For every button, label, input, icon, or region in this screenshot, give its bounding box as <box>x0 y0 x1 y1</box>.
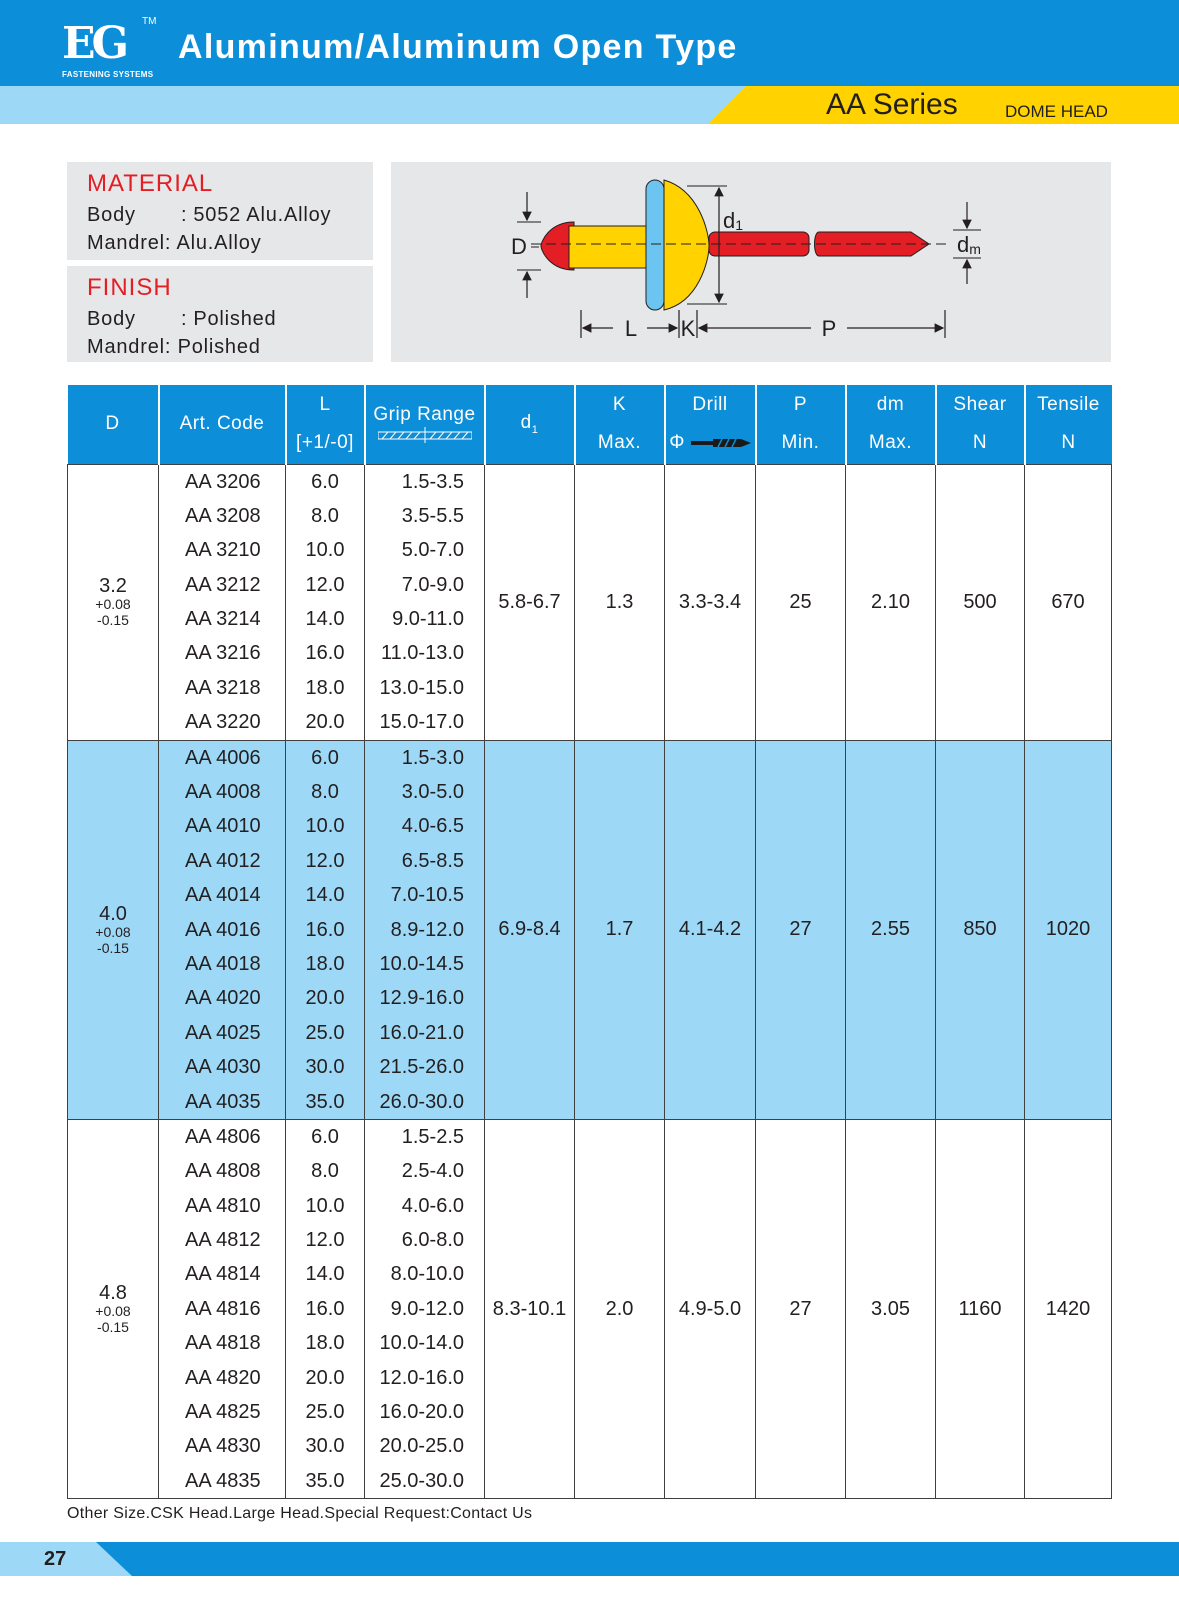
finish-mandrel-value: Polished <box>177 336 261 358</box>
grip-range-icon <box>378 427 472 443</box>
art-code-list <box>159 740 286 1119</box>
grip-range-value: 12.0-16.0 <box>379 1366 464 1389</box>
grip-range-value: 10.0-14.5 <box>379 952 464 975</box>
finish-body-value: Polished <box>193 308 277 330</box>
page-title: Aluminum/Aluminum Open Type <box>178 28 738 66</box>
diameter-symbol: Φ <box>669 432 685 454</box>
art-code-value: AA 4818 <box>185 1332 261 1355</box>
page-number: 27 <box>44 1548 67 1570</box>
tolerance-plus: +0.08 <box>95 923 131 940</box>
col-art-code: Art. Code <box>159 385 286 464</box>
rivet-dome-head <box>664 180 709 310</box>
tolerance-plus: +0.08 <box>95 1303 131 1320</box>
diameter-cell <box>68 1119 159 1498</box>
col-tensile: Tensile N <box>1025 385 1112 464</box>
shear-value: 500 <box>936 464 1025 740</box>
art-code-value: AA 3212 <box>185 573 261 596</box>
rivet-flange <box>646 180 664 310</box>
p-value: 27 <box>756 740 846 1119</box>
grip-range-value: 11.0-13.0 <box>380 642 464 665</box>
diameter-value: 3.2 <box>99 575 127 598</box>
series-subtitle: DOME HEAD <box>1005 102 1108 121</box>
logo-subtitle: FASTENING SYSTEMS <box>62 70 154 79</box>
drill-value: 3.3-3.4 <box>665 464 756 740</box>
shear-value: 850 <box>936 740 1025 1119</box>
art-code-value: AA 4035 <box>185 1090 261 1113</box>
table-header-row <box>68 385 1112 464</box>
col-p: P Min. <box>756 385 846 464</box>
col-drill: Drill Φ <box>665 385 756 464</box>
grip-range-value: 5.0-7.0 <box>401 539 464 562</box>
length-value: 18.0 <box>305 676 345 699</box>
grip-range-value: 1.5-2.5 <box>401 1125 464 1148</box>
art-code-value: AA 3208 <box>185 504 261 527</box>
dm-value: 2.10 <box>846 464 936 740</box>
art-code-value: AA 3216 <box>185 642 261 665</box>
finish-heading: FINISH <box>87 274 172 301</box>
length-value: 35.0 <box>305 1090 345 1113</box>
spec-table <box>67 385 1112 1499</box>
length-value: 30.0 <box>305 1435 345 1458</box>
length-value: 18.0 <box>305 1332 345 1355</box>
art-code-value: AA 3218 <box>185 676 261 699</box>
length-value: 25.0 <box>305 1401 345 1424</box>
grip-range-value: 26.0-30.0 <box>379 1090 464 1113</box>
art-code-value: AA 4030 <box>185 1056 261 1079</box>
art-code-value: AA 3220 <box>185 711 261 734</box>
grip-range-value: 2.5-4.0 <box>401 1160 464 1183</box>
d1-value: 5.8-6.7 <box>485 464 575 740</box>
footer-bar <box>0 1542 1179 1576</box>
art-code-value: AA 3214 <box>185 608 261 631</box>
col-k: K Max. <box>575 385 665 464</box>
table-group-row <box>68 464 1112 740</box>
label-d1: d1 <box>723 208 744 233</box>
art-code-value: AA 4812 <box>185 1229 261 1252</box>
diameter-value: 4.0 <box>99 902 127 925</box>
length-value: 10.0 <box>305 1194 345 1217</box>
grip-range-value: 4.0-6.0 <box>401 1194 464 1217</box>
grip-range-value: 8.9-12.0 <box>390 918 464 941</box>
series-title: AA Series <box>826 88 958 121</box>
length-value: 8.0 <box>311 1160 339 1183</box>
grip-range-value: 21.5-26.0 <box>379 1056 464 1079</box>
length-value: 30.0 <box>305 1056 345 1079</box>
k-value: 1.7 <box>575 740 665 1119</box>
art-code-value: AA 4830 <box>185 1435 261 1458</box>
length-value: 12.0 <box>305 573 345 596</box>
grip-range-value: 1.5-3.0 <box>401 746 464 769</box>
shear-value: 1160 <box>936 1119 1025 1498</box>
table-body <box>68 464 1112 1499</box>
drill-bit-icon <box>691 437 751 449</box>
art-code-value: AA 4820 <box>185 1366 261 1389</box>
length-list <box>286 740 365 1119</box>
length-list <box>286 464 365 740</box>
grip-range-value: 6.5-8.5 <box>401 849 464 872</box>
length-value: 20.0 <box>305 1366 345 1389</box>
tensile-value: 1020 <box>1025 740 1112 1119</box>
grip-range-list <box>365 740 485 1119</box>
length-value: 16.0 <box>305 642 345 665</box>
grip-range-value: 15.0-17.0 <box>379 711 464 734</box>
art-code-value: AA 4810 <box>185 1194 261 1217</box>
table-group-row <box>68 740 1112 1119</box>
grip-range-value: 3.0-5.0 <box>401 781 464 804</box>
tolerance-plus: +0.08 <box>95 596 131 613</box>
tensile-value: 670 <box>1025 464 1112 740</box>
label-d: D <box>511 234 527 259</box>
art-code-value: AA 4020 <box>185 987 261 1010</box>
art-code-value: AA 4025 <box>185 1021 261 1044</box>
col-grip-range: Grip Range <box>365 385 485 464</box>
length-list <box>286 1119 365 1498</box>
logo-mark: EG <box>62 18 126 69</box>
p-value: 25 <box>756 464 846 740</box>
length-value: 20.0 <box>305 987 345 1010</box>
length-value: 16.0 <box>305 918 345 941</box>
length-value: 14.0 <box>305 608 345 631</box>
drill-value: 4.9-5.0 <box>665 1119 756 1498</box>
art-code-value: AA 3210 <box>185 539 261 562</box>
grip-range-value: 25.0-30.0 <box>379 1469 464 1492</box>
material-box <box>67 162 373 260</box>
art-code-value: AA 4010 <box>185 815 261 838</box>
material-mandrel-line <box>87 232 262 255</box>
art-code-value: AA 4008 <box>185 781 261 804</box>
art-code-list <box>159 464 286 740</box>
col-dm: dm Max. <box>846 385 936 464</box>
art-code-value: AA 4018 <box>185 952 261 975</box>
length-value: 25.0 <box>305 1021 345 1044</box>
table-group-row <box>68 1119 1112 1498</box>
grip-range-value: 12.9-16.0 <box>379 987 464 1010</box>
length-value: 12.0 <box>305 1229 345 1252</box>
grip-range-value: 3.5-5.5 <box>401 504 464 527</box>
col-d: D <box>68 385 159 464</box>
d1-value: 8.3-10.1 <box>485 1119 575 1498</box>
grip-range-value: 7.0-9.0 <box>401 573 464 596</box>
grip-range-value: 8.0-10.0 <box>390 1263 464 1286</box>
label-l: L <box>624 316 638 341</box>
art-code-value: AA 4016 <box>185 918 261 941</box>
drill-value: 4.1-4.2 <box>665 740 756 1119</box>
length-value: 16.0 <box>305 1297 345 1320</box>
grip-range-value: 9.0-12.0 <box>390 1297 464 1320</box>
length-value: 20.0 <box>305 711 345 734</box>
label-k: K <box>680 316 696 341</box>
col-d1: $d_1$ <box>485 385 575 464</box>
material-mandrel-label: Mandrel: <box>87 232 172 254</box>
label-p: P <box>821 316 837 341</box>
diameter-cell <box>68 464 159 740</box>
length-value: 18.0 <box>305 952 345 975</box>
k-value: 1.3 <box>575 464 665 740</box>
dm-value: 2.55 <box>846 740 936 1119</box>
finish-body-sep: : <box>181 308 188 330</box>
art-code-list <box>159 1119 286 1498</box>
grip-range-value: 1.5-3.5 <box>401 470 464 493</box>
grip-range-list <box>365 1119 485 1498</box>
art-code-value: AA 4814 <box>185 1263 261 1286</box>
art-code-value: AA 4835 <box>185 1469 261 1492</box>
grip-range-value: 6.0-8.0 <box>401 1229 464 1252</box>
p-value: 27 <box>756 1119 846 1498</box>
material-body-value: 5052 Alu.Alloy <box>193 204 332 226</box>
art-code-value: AA 4806 <box>185 1125 261 1148</box>
tolerance-minus: -0.15 <box>97 612 129 629</box>
tolerance-minus: -0.15 <box>97 939 129 956</box>
material-mandrel-value: Alu.Alloy <box>176 232 262 254</box>
k-value: 2.0 <box>575 1119 665 1498</box>
grip-range-value: 9.0-11.0 <box>392 608 464 631</box>
length-value: 6.0 <box>311 470 339 493</box>
length-value: 8.0 <box>311 504 339 527</box>
art-code-value: AA 4012 <box>185 849 261 872</box>
grip-range-list <box>365 464 485 740</box>
rivet-drawing <box>391 162 1111 362</box>
length-value: 8.0 <box>311 781 339 804</box>
label-dm: dm <box>957 232 981 257</box>
company-logo <box>58 14 158 80</box>
dm-value: 3.05 <box>846 1119 936 1498</box>
col-length: L [+1/-0] <box>286 385 365 464</box>
finish-mandrel-line <box>87 336 261 359</box>
art-code-value: AA 3206 <box>185 470 261 493</box>
grip-range-value: 16.0-21.0 <box>379 1021 464 1044</box>
art-code-value: AA 4014 <box>185 884 261 907</box>
grip-range-value: 7.0-10.5 <box>390 884 464 907</box>
material-heading: MATERIAL <box>87 170 214 197</box>
rivet-diagram <box>391 162 1111 362</box>
tensile-value: 1420 <box>1025 1119 1112 1498</box>
art-code-value: AA 4006 <box>185 746 261 769</box>
grip-range-value: 16.0-20.0 <box>379 1401 464 1424</box>
material-body-label: Body <box>87 204 136 226</box>
length-value: 12.0 <box>305 849 345 872</box>
d1-value: 6.9-8.4 <box>485 740 575 1119</box>
art-code-value: AA 4816 <box>185 1297 261 1320</box>
finish-body-label: Body <box>87 308 136 330</box>
logo-trademark: TM <box>142 16 157 27</box>
grip-range-value: 13.0-15.0 <box>379 676 464 699</box>
col-shear: Shear N <box>936 385 1025 464</box>
length-value: 10.0 <box>305 539 345 562</box>
finish-box <box>67 266 373 362</box>
diameter-value: 4.8 <box>99 1282 127 1305</box>
length-value: 35.0 <box>305 1469 345 1492</box>
finish-mandrel-label: Mandrel: <box>87 336 172 358</box>
finish-body-line <box>87 308 276 331</box>
length-value: 14.0 <box>305 1263 345 1286</box>
length-value: 6.0 <box>311 746 339 769</box>
art-code-value: AA 4825 <box>185 1401 261 1424</box>
diameter-cell <box>68 740 159 1119</box>
length-value: 10.0 <box>305 815 345 838</box>
length-value: 14.0 <box>305 884 345 907</box>
length-value: 6.0 <box>311 1125 339 1148</box>
material-body-line <box>87 204 331 227</box>
material-body-sep: : <box>181 204 188 226</box>
grip-range-value: 4.0-6.5 <box>401 815 464 838</box>
grip-range-value: 20.0-25.0 <box>379 1435 464 1458</box>
grip-range-value: 10.0-14.0 <box>379 1332 464 1355</box>
tolerance-minus: -0.15 <box>97 1319 129 1336</box>
art-code-value: AA 4808 <box>185 1160 261 1183</box>
footnote: Other Size.CSK Head.Large Head.Special Request:Contact Us <box>67 1505 533 1522</box>
